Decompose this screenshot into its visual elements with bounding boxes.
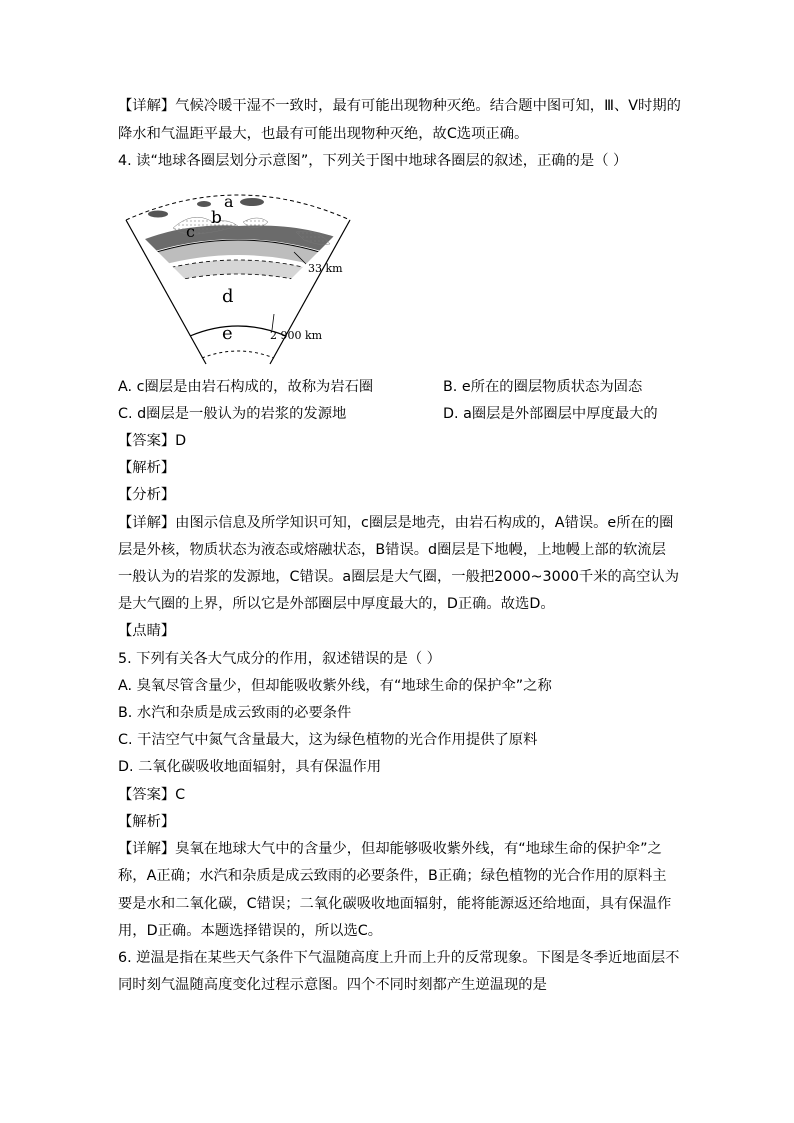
text-line: 同时刻气温随高度变化过程示意图。四个不同时刻都产生逆温现的是 (118, 977, 547, 993)
option-b: B. e所在的圈层物质状态为固态 (443, 379, 643, 395)
option-c: C. d圈层是一般认为的岩浆的发源地 (118, 406, 347, 422)
depth-33km: 33 km (308, 262, 343, 275)
cloud-left (148, 211, 168, 218)
option-a: A. 臭氧尽管含量少，但却能吸收紫外线，有“地球生命的保护伞”之称 (118, 678, 552, 694)
text-line: 是大气圈的上界，所以它是外部圈层中厚度最大的，D正确。故选D。 (118, 596, 555, 612)
earth-layers-diagram (118, 188, 358, 366)
depth-2900km: 2 900 km (270, 329, 323, 342)
text-line: 【详解】臭氧在地球大气中的含量少，但却能够吸收紫外线，有“地球生命的保护伞”之 (118, 841, 662, 857)
text-line: 用，D正确。本题选择错误的，所以选C。 (118, 923, 383, 939)
question-6: 6. 逆温是指在某些天气条件下气温随高度上升而上升的反常现象。下图是冬季近地面层不 (118, 950, 680, 966)
dianjing-label: 【点睛】 (118, 623, 176, 639)
jiexi-label: 【解析】 (118, 814, 176, 830)
label-a: a (224, 192, 234, 211)
label-d: d (222, 286, 234, 307)
fenxi-label: 【分析】 (118, 487, 176, 503)
jiexi-label: 【解析】 (118, 460, 176, 476)
answer-label: 【答案】C (118, 787, 186, 803)
text-line: 降水和气温距平最大，也最有可能出现物种灭绝，故C选项正确。 (118, 126, 529, 142)
text-line: 称，A正确；水汽和杂质是成云致雨的必要条件，B正确；绿色植物的光合作用的原料主 (118, 868, 667, 884)
label-e: e (222, 323, 233, 344)
option-d: D. a圈层是外部圈层中厚度最大的 (443, 406, 658, 422)
text-line: 层是外核，物质状态为液态或熔融状态，B错误。d圈层是下地幔，上地幔上部的软流层 (118, 542, 666, 558)
text-line: 【详解】气候冷暖干湿不一致时，最有可能出现物种灭绝。结合题中图可知，Ⅲ、Ⅴ时期的 (118, 98, 681, 114)
label-c: c (186, 222, 195, 241)
option-c: C. 干洁空气中氮气含量最大，这为绿色植物的光合作用提供了原料 (118, 732, 538, 748)
question-4: 4. 读“地球各圈层划分示意图”，下列关于图中地球各圈层的叙述，正确的是（ ） (118, 153, 628, 169)
cloud-right (240, 198, 264, 206)
question-5: 5. 下列有关各大气成分的作用，叙述错误的是（ ） (118, 651, 441, 667)
option-d: D. 二氧化碳吸收地面辐射，具有保温作用 (118, 759, 382, 775)
answer-label: 【答案】D (118, 433, 187, 449)
option-b: B. 水汽和杂质是成云致雨的必要条件 (118, 705, 352, 721)
text-line: 【详解】由图示信息及所学知识可知，c圈层是地壳，由岩石构成的，A错误。e所在的圈 (118, 515, 674, 531)
text-line: 一般认为的岩浆的发源地，C错误。a圈层是大气圈，一般把2000~3000千米的高空认为 (118, 569, 679, 585)
text-line: 要是水和二氧化碳，C错误；二氧化碳吸收地面辐射，能将能源返还给地面，具有保温作 (118, 896, 672, 912)
inner-core-boundary (202, 351, 274, 358)
option-a: A. c圈层是由岩石构成的，故称为岩石圈 (118, 379, 374, 395)
label-b: b (211, 208, 222, 228)
cloud-mid (197, 201, 211, 207)
